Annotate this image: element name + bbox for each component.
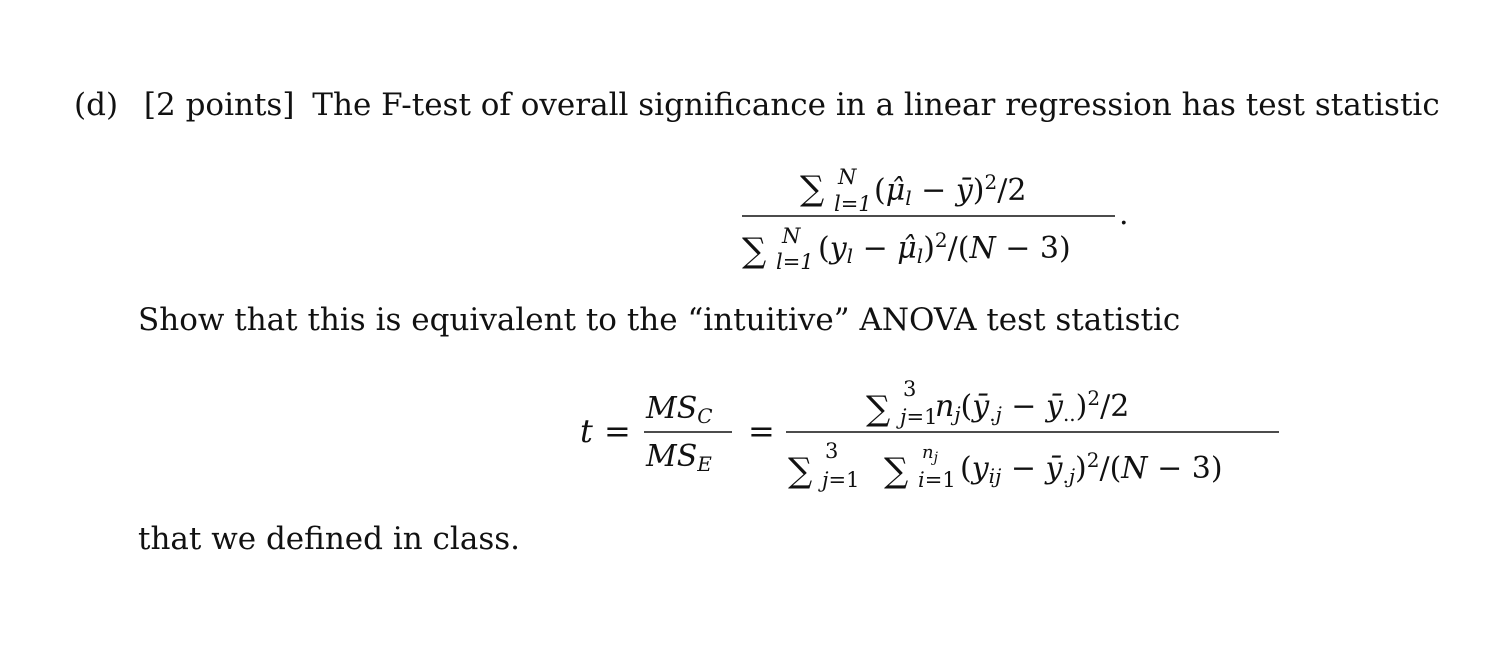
show-text: Show that this is equivalent to the “intuitive” ANOVA test statistic xyxy=(138,302,1181,338)
anova-numerator xyxy=(866,377,1129,429)
sum-upper-j: 3 xyxy=(825,439,839,463)
numerator-body: (μ̂l − ȳ)$^2$/2 xyxy=(874,170,1027,210)
equals-sign: = xyxy=(748,412,775,450)
sum-symbol-j: ∑ xyxy=(788,451,813,491)
denominator-body: (yl − μ̂l)$^2$/(N − 3) xyxy=(818,228,1071,268)
ms-c: MSC xyxy=(646,391,713,428)
sum-lower: l=1 xyxy=(834,192,872,216)
denominator-body: (yij − ȳ.j)$^2$/(N − 3) xyxy=(960,448,1223,488)
sum-upper: N xyxy=(838,165,857,189)
closing-text: that we defined in class. xyxy=(138,521,520,557)
sum-upper: N xyxy=(782,224,801,248)
ms-e: MSE xyxy=(646,439,712,476)
sum-lower: l=1 xyxy=(776,250,814,274)
problem-points: [2 points] xyxy=(143,87,295,123)
anova-denominator xyxy=(788,439,1223,492)
sum-symbol: ∑ xyxy=(866,389,891,429)
sum-upper: 3 xyxy=(903,377,917,401)
sum-lower-i: i=1 xyxy=(918,468,956,492)
sum-symbol: ∑ xyxy=(800,169,825,209)
sum-lower-j: j=1 xyxy=(822,468,860,492)
trailing-period: . xyxy=(1119,197,1129,232)
problem-label: (d) xyxy=(74,87,119,123)
numerator-body: nj(ȳ.j − ȳ..)$^2$/2 xyxy=(935,386,1130,426)
lhs-t: t xyxy=(580,412,593,450)
sum-symbol: ∑ xyxy=(742,231,767,271)
sum-symbol-i: ∑ xyxy=(884,451,909,491)
sum-lower: j=1 xyxy=(900,405,938,429)
problem-text: The F-test of overall significance in a linear regression has test statistic xyxy=(312,87,1440,123)
sum-upper-i: $n_j$ xyxy=(922,442,938,466)
equals-sign: = xyxy=(604,412,631,450)
